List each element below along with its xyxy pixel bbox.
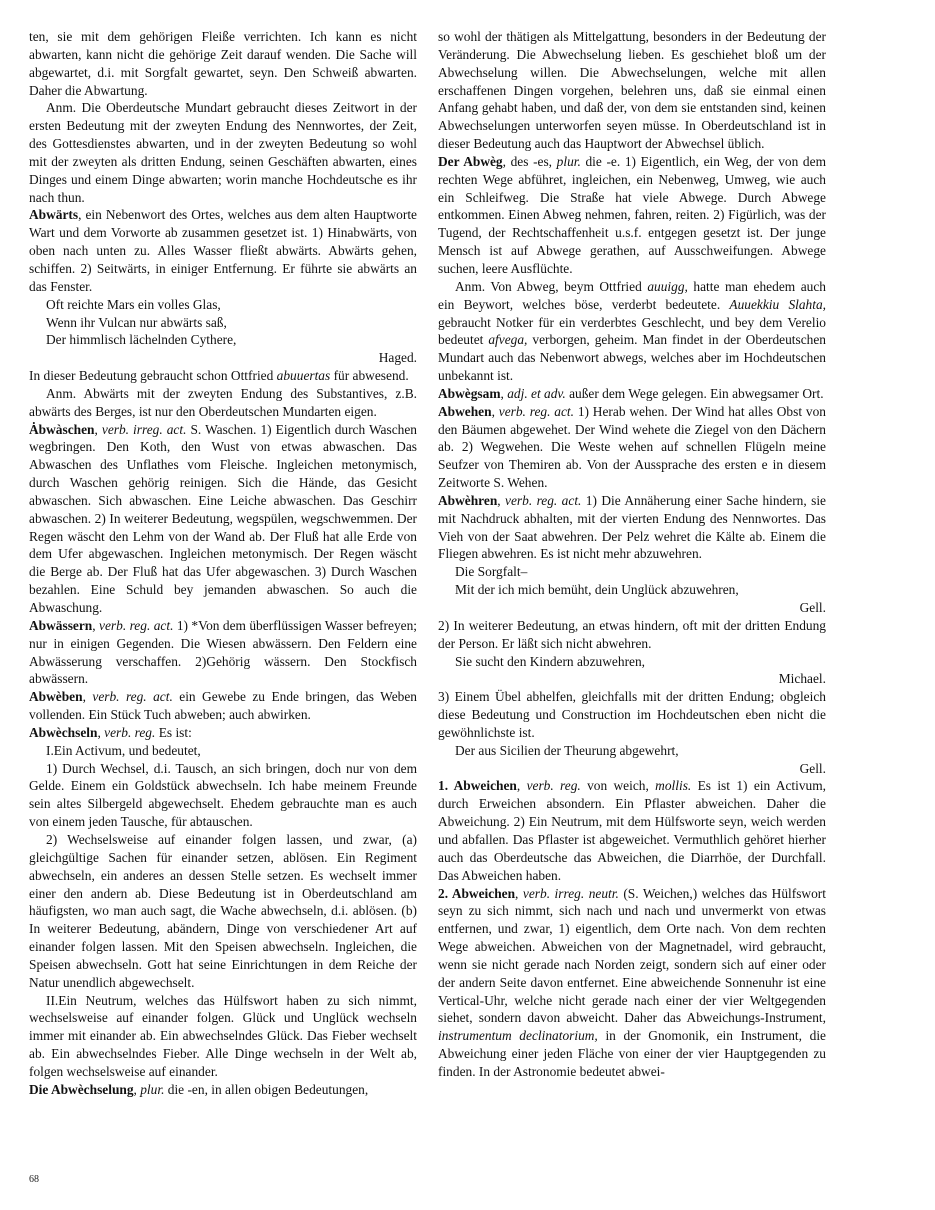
entry-abweichen-1: 1. Abweichen, verb. reg. von weich, mollis. Es ist 1) ein Activum, durch Erweichen absondern. Ein Pflaster abweichen. Daher die Abweichung. 2) Ein Neutrum, mit dem Hülfsworte seyn, weich werden und abfallen. Das Pflaster ist abgeweichet. Vermuthlich gehöret hierher auch das Oberdeutsche das Abweichen, die Diarrhöe, der Durchfall. Das Abweichen haben. (438, 778, 826, 883)
grammar-label: verb. reg. act. (92, 689, 173, 705)
entry-abweg (438, 153, 826, 278)
entry-abwechselung: Die Abwèchselung, plur. die -en, in allen obigen Bedeutungen, (29, 1081, 369, 1097)
text: Anm. Von Abweg, beym Ottfried (455, 278, 648, 294)
headword: Abwehen (438, 403, 492, 419)
grammar-label: verb. reg. act. (498, 403, 574, 419)
headword: Abwèchseln (29, 724, 98, 740)
paragraph: 2) Wechselsweise auf einander folgen lassen, und zwar, (a) gleichgültige Sachen für einander setzen, ablösen. Ein Regiment abwechseln, ein anderes an dessen Stelle setzen. Es wechselt immer einer den andern ab. Diese Bedeutung ist in Oberdeutschland am häufigsten, wo man auch sagt, die Wache abwechseln, d.i. ablösen. (b) In weiterer Bedeutung, abändern, Dinge von verschiedener Art auf einander folgen lassen. Mit den Speisen abwechseln. Ingleichen, die Speisen abwechseln. Gott hat seine Einrichtungen in dem Reiche der Natur unendlich abgewechselt. (29, 831, 417, 990)
definition: Es ist: (155, 724, 192, 740)
entry-abwegsam: Abwègsam, adj. et adv. außer dem Wege gelegen. Ein abwegsamer Ort. (438, 385, 824, 401)
text: gebraucht Notker für ein verderbtes Geschlecht, und bey dem Verelio bedeutet (438, 314, 826, 348)
entry-abweben: Abwèben, verb. reg. act. ein Gewebe zu Ende bringen, das Weben vollenden. Ein Stück Tuch abweben; auch abwirken. (29, 689, 417, 723)
italic-term: mollis. (655, 778, 692, 794)
verse-line: Sie sucht den Kindern abzuwehren, (455, 653, 646, 669)
headword: Der Abwèg (438, 153, 503, 169)
definition: , ein Nebenwort des Ortes, welches aus dem alten Hauptworte Wart und dem Vorworte ab zusammen gesetzet ist. 1) Hinabwärts, von oben nach unten zu. Alles Wasser fließt abwärts. Abwärts gehen, schiffen. 2) Seitwärts, in einiger Entfernung. Er führte sie abwärts an das Fenster. (29, 207, 417, 294)
text: In dieser Bedeutung gebraucht schon Ottfried (29, 368, 277, 384)
entry-abweichen-2: 2. Abweichen, verb. irreg. neutr. (S. Weichen,) welches das Hülfswort seyn zu sich nimmt, sich nach und nach und unvermerkt von etwas entfernen, und zwar, 1) eigentlich, dem Orte nach. Von dem rechten Wege abweichen. Abweichen von der Magnetnadel, wird gebraucht, wenn sie nicht gerade nach Norden zeigt, sondern sich auf einer oder der andern Seite davon entfernet. Eine abweichende Sonnenuhr ist eine Vertical-Uhr, welche nicht gerade nach einer der vier Weltgegenden siehet, sondern davon abweicht. Daher das Abweichungs-Instrument, instrumentum declinatorium, in der Gnomonik, ein Instrument, die Abweichung einer jeden Fläche von einer der vier Hauptgegenden zu finden. In der Astronomie bedeutet abwei- (438, 885, 826, 1079)
italic-term: abuuertas (276, 368, 331, 384)
text: verborgen, geheim. Man findet in der Oberdeutschen Mundart auch das Nebenwort abwegs, welches aber im Hochdeutschen unbekannt ist. (438, 332, 826, 384)
paragraph: 1) Durch Wechsel, d.i. Tausch, an sich bringen, doch nur von dem Gelde. Einem ein Goldstück abwechseln. Ich habe meinem Freunde sein altes Silbergeld abgewechselt. Ehedem gebrauchte man es auch von einem jeden Tausche, für abtauschen. (29, 760, 417, 830)
italic-term: instrumentum declinatorium, (438, 1028, 598, 1044)
annotation-paragraph: Anm. Die Oberdeutsche Mundart gebraucht dieses Zeitwort in der ersten Bedeutung mit der zweyten Endung des Nennwortes, der Zeit, des Gottesdienstes abwarten, und in der zweyten Bedeutung so wohl mit der zweyten als dritten Endung, seinen Geschäften abwarten, eines Dinges und einem Dinge abwarten; worin manche Hochdeutsche es ihr nach thun. (29, 100, 417, 205)
grammar-label: plur. (140, 1081, 165, 1097)
left-column (29, 28, 417, 1099)
definition: die -en, in allen obigen Bedeutungen, (164, 1081, 369, 1097)
definition: 1) *Von dem überflüssigen Wasser befreyen; nur in einigen Gegenden. Die Wiesen abwässern. Den Feldern eine Abwässerung verschaffen. 2)Gehörig wässern. Den Stockfisch abwässern. (29, 617, 418, 687)
definition: 1) Herab wehen. Der Wind hat alles Obst von den Bäumen abgewehet. Der Wind wehete die Ziegel von den Dächern ab. 2) Wegwehen. Die Weste wehen auf schnellen Flügeln meine Seufzer von Themiren ab. Von der Aussprache des ersten e in diesem Zeitworte S. Wehen. (438, 403, 826, 491)
paragraph: 2) In weiterer Bedeutung, an etwas hindern, oft mit der dritten Endung der Person. Er läßt sich nicht abwehren. (438, 617, 826, 651)
verse-line: Der himmlisch lächelnden Cythere, (46, 332, 237, 348)
grammar-label: verb. irreg. act. (101, 421, 187, 437)
sub-heading: I.Ein Activum, und bedeutet, (46, 742, 201, 758)
text: für abwesend. (330, 368, 409, 384)
grammar-label: verb. reg. act. (99, 617, 174, 633)
paragraph: II.Ein Neutrum, welches das Hülfswort haben zu sich nimmt, wechselsweise auf einander folgen. Glück und Unglück wechseln immer mit einander ab. Ein abwechselndes Glück. Das Fieber wechselt ab. Ein abwechselndes Fieber. Alle Dinge wechseln in der Welt ab, folgen wechselsweise auf einander. (29, 992, 417, 1079)
entry-abwechseln: Abwèchseln, verb. reg. Es ist: (29, 724, 192, 740)
text: hatte man ehedem auch ein Beywort, welches böse, verderbt bedeutete. (438, 278, 826, 312)
grammar-label: verb. reg. (526, 778, 581, 794)
paragraph: ten, sie mit dem gehörigen Fleiße verrichten. Ich kann es nicht abwarten, kann nicht die gehörige Zeit darauf wenden. Die Sache will abgewartet, d.i. mit Sorgfalt gewartet, seyn. Den Schweiß abwarten. Daher die Abwartung. (29, 29, 417, 98)
headword: 1. Abweichen (438, 778, 517, 794)
headword: Abwärts (29, 207, 79, 223)
headword: Abwèhren (438, 492, 498, 508)
definition: S. Waschen. 1) Eigentlich durch Waschen wegbringen. Den Koth, den Wust von etwas abwaschen. Das Abwaschen des Unflathes vom Fleische. Ingleichen metonymisch, durch Waschen gehörig reinigen. Sich die Hände, das Gesicht abwaschen. Sich abwaschen. Eine Leiche abwaschen. Das Geschirr abwaschen. 2) In weiterer Bedeutung, wegspülen, wegschwemmen. Der Regen wäscht den Lehm von der Wand ab. Der Fluß hat alle Erde von dem Ufer abgewaschen. Ingleichen metonymisch. Der Regen wäscht die Berge ab. Der Fluß hat das Ufer abgewaschen. 3) Durch Waschen bezahlen. Eine Schuld bey jemanden abwaschen. So auch die Abwaschung. (29, 421, 417, 615)
right-column (438, 28, 826, 1081)
text: , des -es, (502, 153, 557, 169)
page-number: 68 (29, 1174, 39, 1185)
headword: 2. Abweichen (438, 885, 516, 901)
headword: Abwässern (29, 617, 93, 633)
entry-abwehen: Abwehen, verb. reg. act. 1) Herab wehen. Der Wind hat alles Obst von den Bäumen abgewehet. Der Wind wehete die Ziegel von den Dächern ab. 2) Wegwehen. Die Weste wehen auf schnellen Flügeln meine Seufzer von Themiren ab. Von der Aussprache des ersten e in diesem Zeitworte S. Wehen. (438, 403, 826, 491)
definition: Es ist 1) ein Activum, durch Erweichen absondern. Ein Pflaster abweichen. Daher die Abweichung. 2) Ein Neutrum, mit dem Hülfsworte seyn, weich werden und abfallen. Das Pflaster ist abgeweichet. Vermuthlich gehöret hierher auch das Oberdeutsche das Abweichen, die Diarrhöe, der Durchfall. Das Abweichen haben. (438, 778, 826, 883)
verse-line: Die Sorgfalt– (455, 564, 528, 580)
italic-term: afvega, (488, 332, 528, 348)
grammar-label: verb. reg. (104, 724, 156, 740)
verse-line: Mit der ich mich bemüht, dein Unglück abzuwehren, (455, 582, 739, 598)
definition: in der Gnomonik, ein Instrument, die Abweichung einer jeden Fläche von einer der vier Hauptgegenden zu finden. In der Astronomie bedeutet abwei- (438, 1028, 826, 1079)
paragraph: 3) Einem Übel abhelfen, gleichfalls mit der dritten Endung; obgleich diese Bedeutung und Construction im Hochdeutschen eben nicht die gewöhnlichste ist. (438, 689, 826, 740)
grammar-label: verb. irreg. neutr. (522, 885, 619, 901)
verse-source: Gell. (799, 760, 826, 776)
grammar-label: adj. et adv. (507, 385, 566, 401)
verse-line: Wenn ihr Vulcan nur abwärts saß, (46, 314, 227, 330)
definition: ein Gewebe zu Ende bringen, das Weben vollenden. Ein Stück Tuch abweben; auch abwirken. (29, 689, 417, 723)
entry-abwaschen: Ȧbwàschen, verb. irreg. act. S. Waschen. 1) Eigentlich durch Waschen wegbringen. Den Koth, den Wust von etwas abwaschen. Das Abwaschen des Unflathes vom Fleische. Ingleichen metonymisch, durch Waschen gehörig reinigen. Sich die Hände, das Gesicht abwaschen. Sich abwaschen. Eine Leiche abwaschen. Das Geschirr abwaschen. 2) In weiterer Bedeutung, wegspülen, wegschwemmen. Der Regen wäscht den Lehm von der Wand ab. Der Fluß hat alle Erde von dem Ufer abgewaschen. Ingleichen metonymisch. Der Regen wäscht die Berge ab. Der Fluß hat das Ufer abgewaschen. 3) Durch Waschen bezahlen. Eine Schuld bey jemanden abwaschen. So auch die Abwaschung. (29, 421, 417, 615)
verse-source: Gell. (799, 600, 826, 615)
entry-abwaerts (29, 206, 417, 295)
text: von weich, (580, 778, 656, 794)
headword: Abwèben (29, 689, 83, 705)
headword: Die Abwèchselung (29, 1081, 134, 1097)
headword: Abwègsam (438, 385, 501, 401)
verse-source: Haged. (378, 350, 417, 366)
definition: (S. Weichen,) welches das Hülfswort seyn zu sich nimmt, sich nach und nach und unvermerkt von etwas entfernen, und zwar, 1) eigentlich, dem Orte nach. Von dem rechten Wege abweichen. Abweichen von der Magnetnadel, wird gebraucht, wenn sie nicht gerade nach Norden zeigt, sondern sich auf einer oder der andern Seite davon entfernet. Eine abweichende Sonnenuhr ist eine Vertical-Uhr, welche nicht gerade nach einer der vier Weltgegenden siehet, sondern davon abweicht. Daher das Abweichungs-Instrument, (438, 885, 826, 1026)
definition: die -e. 1) Eigentlich, ein Weg, der von dem rechten Wege abführet, ingleichen, ein Nebenweg, Umweg, wie auch ein Schleifweg. Die Straße hat viele Abwege. Durch Abwege entkommen. Einen Abweg nehmen, fahren, reiten. 2) Figürlich, was der Tugend, der Rechtschaffenheit u.s.f. entgegen gesetzt ist. Der junge Mensch ist auf Abwege gerathen, auf Ausschweifungen. Abwege suchen, leere Ausflüchte. (438, 153, 826, 276)
verse-source: Michael. (778, 671, 826, 687)
annotation-paragraph (438, 278, 826, 385)
paragraph: so wohl der thätigen als Mittelgattung, besonders in der Bedeutung der Veränderung. Die Abwechselung lieben. Es geschiehet bloß um der Abwechselung willen. Die Abwechselungen, welche mit allen erschaffenen Dingen vorgehen, belehren uns, daß sie einmal einen Anfang gehabt haben, und daß der, von dem sie entstanden sind, keinen Abwechselungen unterworfen seyen müsse. In Oberdeutschland ist in dieser Bedeutung auch das Hauptwort der Abwechsel üblich. (438, 29, 826, 152)
entry-abwehren: Abwèhren, verb. reg. act. 1) Die Annäherung einer Sache hindern, sie mit Nachdruck abhalten, mit der vierten Endung des Nennwortes. Das Vieh von der Saat abwehren. Der Pelz wehret die Kälte ab. Einem die Fliegen abwehren. Es ist nicht mehr abzuwehren. (438, 492, 826, 562)
grammar-label: plur. (556, 153, 581, 169)
definition: 1) Die Annäherung einer Sache hindern, sie mit Nachdruck abhalten, mit der vierten Endung des Nennwortes. Das Vieh von der Saat abwehren. Der Pelz wehret die Kälte ab. Einem die Fliegen abwehren. Es ist nicht mehr abzuwehren. (438, 492, 826, 562)
definition: außer dem Wege gelegen. Ein abwegsamer Ort. (565, 385, 824, 401)
annotation-paragraph: Anm. Abwärts mit der zweyten Endung des Substantives, z.B. abwärts des Berges, ist nur den Oberdeutschen Mundarten eigen. (29, 385, 417, 419)
grammar-label: verb. reg. act. (505, 492, 582, 508)
entry-abwaessern: Abwässern, verb. reg. act. 1) *Von dem überflüssigen Wasser befreyen; nur in einigen Gegenden. Die Wiesen abwässern. Den Feldern eine Abwässerung verschaffen. 2)Gehörig wässern. Den Stockfisch abwässern. (29, 617, 418, 687)
verse-line: Oft reichte Mars ein volles Glas, (46, 296, 221, 312)
italic-term: auuigg, (647, 278, 688, 294)
paragraph (29, 367, 417, 385)
verse-line: Der aus Sicilien der Theurung abgewehrt, (455, 742, 679, 758)
italic-term: Auuekkiu Slahta, (729, 296, 827, 312)
headword: Ȧbwàschen (29, 421, 95, 437)
